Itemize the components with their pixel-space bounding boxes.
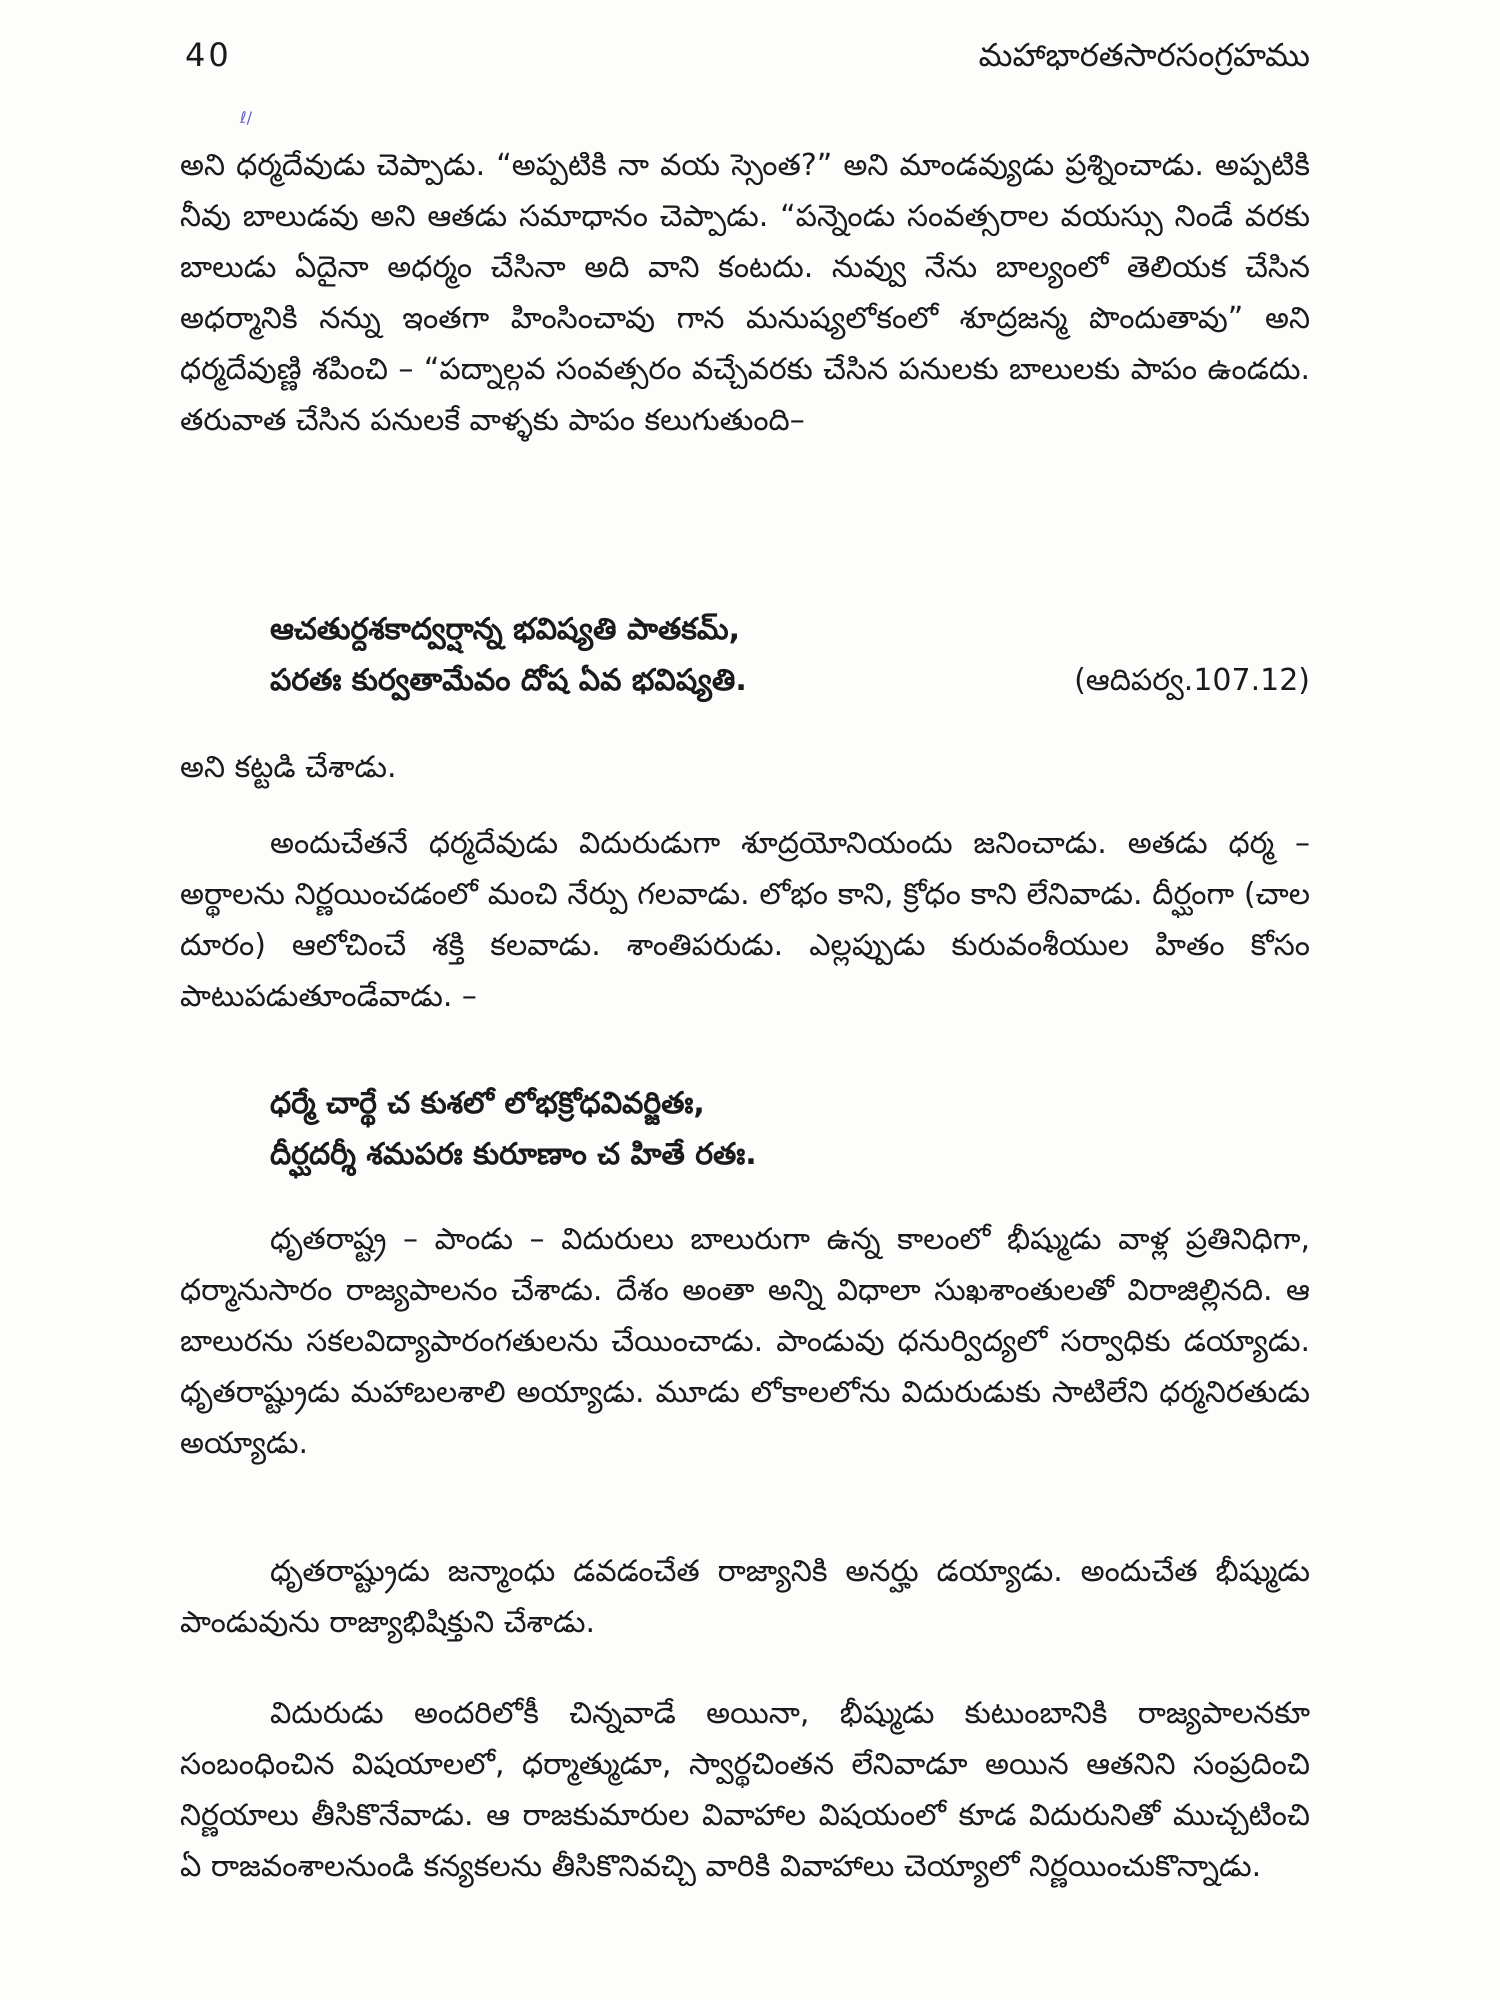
paragraph-curse [180,140,1310,446]
pen-annotation-mark: ℓ/ [240,108,252,127]
sanskrit-verse-1 [270,604,1310,706]
paragraph-text: అని ధర్మదేవుడు చెప్పాడు. “అప్పటికి నా వయ స్సెంత?” అని మాండవ్యుడు ప్రశ్నించాడు. అప్పటికి నీవు బాలుడవు అని ఆతడు సమాధానం చెప్పాడు. “పన్నెండు సంవత్సరాల వయస్సు నిండే వరకు బాలుడు ఏదైనా అధర్మం చేసినా అది వాని కంటదు. నువ్వు నేను బాల్యంలో తెలియక చేసిన అధర్మానికి నన్ను ఇంతగా హింసించావు గాన మనుష్యలోకంలో శూద్రజన్మ పొందుతావు” అని ధర్మదేవుణ్ణి శపించి – “పద్నాల్గవ సంవత్సరం వచ్చేవరకు చేసిన పనులకు బాలులకు పాపం ఉండదు. తరువాత చేసిన పనులకే వాళ్ళకు పాపం కలుగుతుంది– [180,148,1310,438]
verse-line-text: పరతః కుర్వతామేవం దోష ఏవ భవిష్యతి. [270,663,747,698]
verse-line-text: ఆచతుర్దశకాద్వర్షాన్న భవిష్యతి పాతకమ్, [270,612,741,647]
verse-line-text: ధర్మే చార్థే చ కుశలో లోభక్రోధవివర్జితః, [270,1086,705,1121]
paragraph-text: అందుచేతనే ధర్మదేవుడు విదురుడుగా శూద్రయోనియందు జనించాడు. అతడు ధర్మ – అర్థాలను నిర్ణయించడంలో మంచి నేర్పు గలవాడు. లోభం కాని, క్రోధం కాని లేనివాడు. దీర్ఘంగా (చాల దూరం) ఆలోచించే శక్తి కలవాడు. శాంతిపరుడు. ఎల్లప్పుడు కురువంశీయుల హితం కోసం పాటుపడుతూండేవాడు. – [180,826,1310,1014]
paragraph-pandu-crowned [180,1546,1310,1648]
paragraph-text: అని కట్టడి చేశాడు. [180,750,397,785]
page-number: 40 [185,36,232,74]
verse-reference: (ఆదిపర్వ.107.12) [1074,663,1310,698]
running-title: మహాభారతసారసంగ్రహము [978,36,1310,74]
verse-line [270,604,1310,655]
paragraph-text: ధృతరాష్ట్రుడు జన్మాంధు డవడంచేత రాజ్యానికి అనర్హు డయ్యాడు. అందుచేత భీష్ముడు పాండువును రాజ్యాభిషిక్తుని చేశాడు. [180,1554,1310,1640]
page-header [185,36,1310,86]
verse-line [270,1078,1310,1129]
verse-line [270,655,1310,706]
paragraph-decree [180,742,1310,793]
verse-line-text: దీర్ఘదర్శీ శమపరః కురూణాం చ హితే రతః. [270,1137,757,1172]
paragraph-text: ధృతరాష్ట్ర – పాండు – విదురులు బాలురుగా ఉన్న కాలంలో భీష్ముడు వాళ్ల ప్రతినిధిగా, ధర్మానుసారం రాజ్యపాలనం చేశాడు. దేశం అంతా అన్ని విధాలా సుఖశాంతులతో విరాజిల్లినది. ఆ బాలురను సకలవిద్యాపారంగతులను చేయించాడు. పాండువు ధనుర్విద్యలో సర్వాధికు డయ్యాడు. ధృతరాష్ట్రుడు మహాబలశాలి అయ్యాడు. మూడు లోకాలలోను విదురుడుకు సాటిలేని ధర్మనిరతుడు అయ్యాడు. [180,1222,1310,1461]
sanskrit-verse-2 [270,1078,1310,1180]
paragraph-vidura-counsel [180,1688,1310,1892]
paragraph-bhishma-regency [180,1214,1310,1469]
paragraph-vidura-birth [180,818,1310,1022]
verse-line [270,1129,1310,1180]
paragraph-text: విదురుడు అందరిలోకీ చిన్నవాడే అయినా, భీష్ముడు కుటుంబానికి రాజ్యపాలనకూ సంబంధించిన విషయాలలో, ధర్మాత్ముడూ, స్వార్థచింతన లేనివాడూ అయిన ఆతనిని సంప్రదించి నిర్ణయాలు తీసికొనేవాడు. ఆ రాజకుమారుల వివాహాల విషయంలో కూడ విదురునితో ముచ్చటించి ఏ రాజవంశాలనుండి కన్యకలను తీసికొనివచ్చి వారికి వివాహాలు చెయ్యాలో నిర్ణయించుకొన్నాడు. [180,1696,1310,1884]
